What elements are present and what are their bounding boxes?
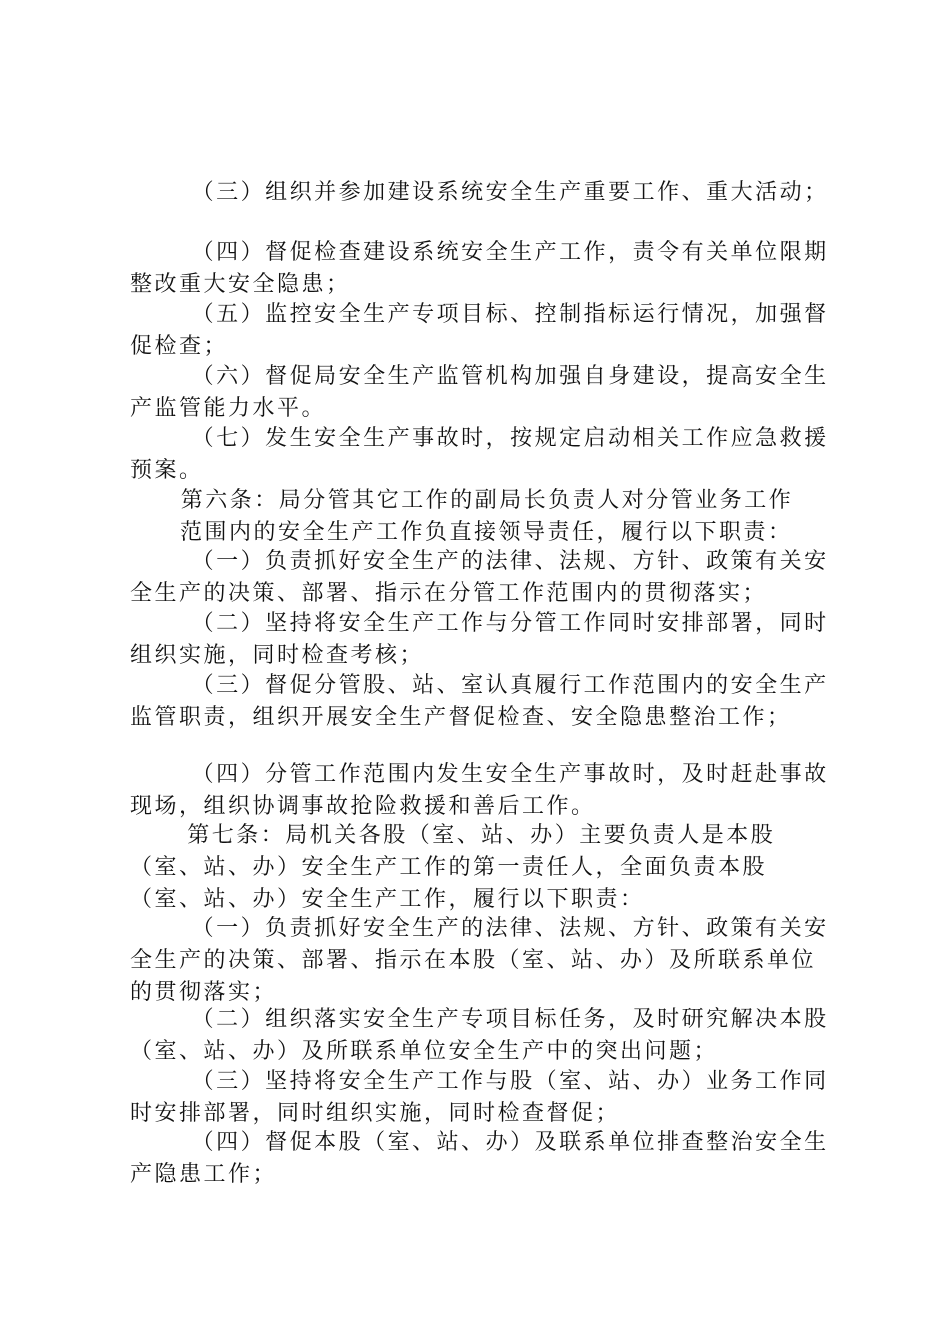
paragraph-art6-item-1: （一）负责抓好安全生产的法律、法规、方针、政策有关安全生产的决策、部署、指示在分管工作范围内的贯彻落实； xyxy=(130,549,829,606)
paragraph-item-6-capacity: （六）督促局安全生产监管机构加强自身建设，提高安全生产监管能力水平。 xyxy=(130,364,829,421)
paragraph-art7-item-3: （三）坚持将安全生产工作与股（室、站、办）业务工作同时安排部署，同时组织实施，同时检查督促； xyxy=(130,1069,829,1126)
article-6-line-1: 第六条：局分管其它工作的副局长负责人对分管业务工作 xyxy=(180,488,794,513)
paragraph-item-5-monitoring: （五）监控安全生产专项目标、控制指标运行情况，加强督促检查； xyxy=(130,302,829,359)
paragraph-art7-item-4: （四）督促本股（室、站、办）及联系单位排查整治安全生产隐患工作； xyxy=(130,1130,829,1187)
paragraph-art7-item-2: （二）组织落实安全生产专项目标任务，及时研究解决本股（室、站、办）及所联系单位安全生产中的突出问题； xyxy=(130,1007,829,1064)
paragraph-item-7-emergency: （七）发生安全生产事故时，按规定启动相关工作应急救援预案。 xyxy=(130,426,829,483)
paragraph-item-3-major-activities: （三）组织并参加建设系统安全生产重要工作、重大活动； xyxy=(191,180,829,205)
article-7-heading: 第七条：局机关各股（室、站、办）主要负责人是本股（室、站、办）安全生产工作的第一责任人，全面负责本股（室、站、办）安全生产工作，履行以下职责： xyxy=(130,823,776,912)
paragraph-art6-item-4: （四）分管工作范围内发生安全生产事故时，及时赶赴事故现场，组织协调事故抢险救援和善后工作。 xyxy=(130,762,829,819)
paragraph-art7-item-1: （一）负责抓好安全生产的法律、法规、方针、政策有关安全生产的决策、部署、指示在本股（室、站、办）及所联系单位的贯彻落实； xyxy=(130,916,829,1005)
paragraph-item-4-inspection: （四）督促检查建设系统安全生产工作，责令有关单位限期整改重大安全隐患； xyxy=(130,240,829,297)
paragraph-art6-item-2: （二）坚持将安全生产工作与分管工作同时安排部署，同时组织实施，同时检查考核； xyxy=(130,611,829,668)
article-6-heading xyxy=(150,485,840,549)
article-6-line-2: 范围内的安全生产工作负直接领导责任，履行以下职责： xyxy=(180,520,793,545)
paragraph-art6-item-3: （三）督促分管股、站、室认真履行工作范围内的安全生产监管职责，组织开展安全生产督促检查、安全隐患整治工作； xyxy=(130,673,829,730)
